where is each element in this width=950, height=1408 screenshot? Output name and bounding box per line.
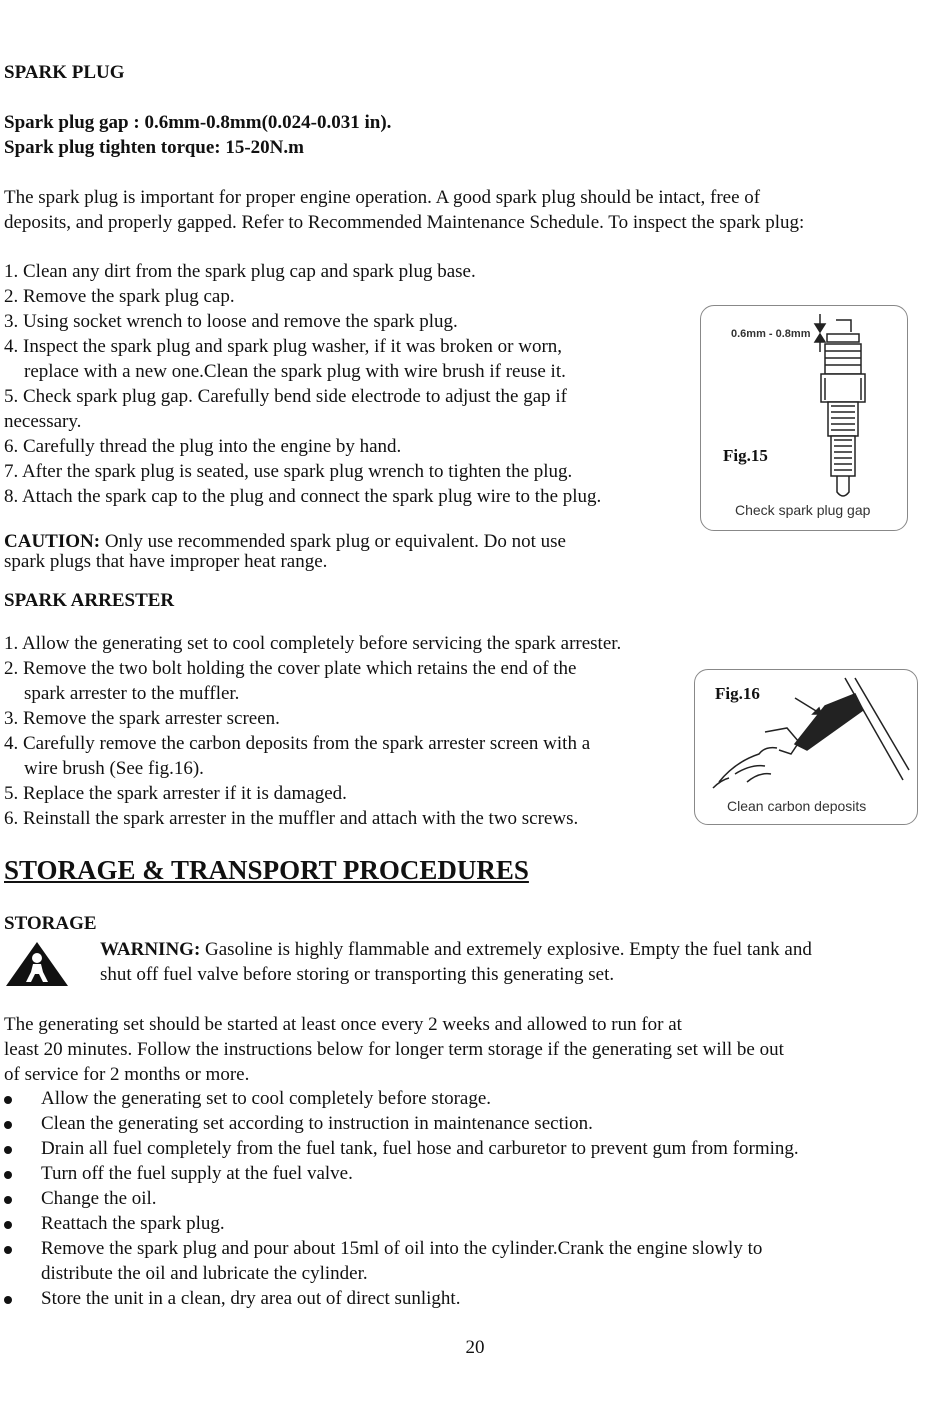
spark-arrester-heading: SPARK ARRESTER: [4, 590, 175, 611]
figure-16-label: Fig.16: [715, 684, 760, 703]
caution-line2: spark plugs that have improper heat range.: [4, 551, 328, 572]
figure-15: [700, 305, 908, 531]
spark-plug-heading: SPARK PLUG: [4, 62, 125, 83]
spark-plug-step: replace with a new one.Clean the spark plug with wire brush if reuse it.: [24, 361, 566, 382]
spark-plug-intro-line1: The spark plug is important for proper engine operation. A good spark plug should be intact, free of: [4, 187, 761, 208]
bullet-icon: [4, 1246, 12, 1254]
spark-arrester-step: 2. Remove the two bolt holding the cover plate which retains the end of the: [4, 658, 577, 679]
storage-bullet: Drain all fuel completely from the fuel tank, fuel hose and carburetor to prevent gum from forming.: [41, 1138, 799, 1159]
storage-bullet: Reattach the spark plug.: [41, 1213, 225, 1234]
warning-text: Gasoline is highly flammable and extremely explosive. Empty the fuel tank and: [200, 939, 812, 960]
bullet-icon: [4, 1146, 12, 1154]
spark-plug-step: 3. Using socket wrench to loose and remove the spark plug.: [4, 311, 458, 332]
bullet-icon: [4, 1171, 12, 1179]
bullet-icon: [4, 1096, 12, 1104]
figure-15-label: Fig.15: [723, 446, 768, 465]
caution-label: CAUTION:: [4, 531, 101, 552]
spark-plug-step: 4. Inspect the spark plug and spark plug washer, if it was broken or worn,: [4, 336, 563, 357]
storage-para-line1: The generating set should be started at least once every 2 weeks and allowed to run for at: [4, 1014, 682, 1035]
warning-label: WARNING:: [100, 939, 201, 960]
figure-16-caption: Clean carbon deposits: [727, 798, 867, 814]
storage-heading: STORAGE: [4, 913, 97, 934]
spark-arrester-step: 6. Reinstall the spark arrester in the muffler and attach with the two screws.: [4, 808, 579, 829]
spark-plug-torque-spec: Spark plug tighten torque: 15-20N.m: [4, 137, 304, 158]
spark-arrester-step: 1. Allow the generating set to cool completely before servicing the spark arrester.: [4, 633, 622, 654]
gap-dimension-label: 0.6mm - 0.8mm: [731, 328, 811, 340]
spark-arrester-step: 3. Remove the spark arrester screen.: [4, 708, 280, 729]
caution-text: Only use recommended spark plug or equivalent. Do not use: [100, 531, 566, 552]
spark-plug-step: 7. After the spark plug is seated, use spark plug wrench to tighten the plug.: [4, 461, 573, 482]
warning-icon: [4, 940, 70, 988]
figure-16: [694, 669, 918, 825]
spark-arrester-step: 5. Replace the spark arrester if it is damaged.: [4, 783, 347, 804]
spark-plug-step: 8. Attach the spark cap to the plug and connect the spark plug wire to the plug.: [4, 486, 602, 507]
storage-transport-heading: STORAGE & TRANSPORT PROCEDURES: [4, 855, 529, 885]
page-number: 20: [465, 1337, 485, 1358]
spark-plug-step: 2. Remove the spark plug cap.: [4, 286, 235, 307]
spark-arrester-step: wire brush (See fig.16).: [24, 758, 204, 779]
bullet-icon: [4, 1196, 12, 1204]
spark-plug-step: 1. Clean any dirt from the spark plug cap and spark plug base.: [4, 261, 476, 282]
spark-plug-gap-spec: Spark plug gap : 0.6mm-0.8mm(0.024-0.031 in).: [4, 112, 392, 133]
storage-bullet-continuation: distribute the oil and lubricate the cylinder.: [41, 1263, 368, 1284]
bullet-icon: [4, 1121, 12, 1129]
spark-plug-step: 6. Carefully thread the plug into the engine by hand.: [4, 436, 402, 457]
bullet-icon: [4, 1221, 12, 1229]
spark-arrester-step: 4. Carefully remove the carbon deposits from the spark arrester screen with a: [4, 733, 591, 754]
bullet-icon: [4, 1296, 12, 1304]
storage-bullet: Clean the generating set according to instruction in maintenance section.: [41, 1113, 593, 1134]
warning-line2: shut off fuel valve before storing or transporting this generating set.: [100, 964, 615, 985]
figure-15-caption: Check spark plug gap: [735, 502, 871, 518]
spark-plug-intro-line2: deposits, and properly gapped. Refer to Recommended Maintenance Schedule. To inspect the spark plug:: [4, 212, 805, 233]
storage-bullet: Remove the spark plug and pour about 15ml of oil into the cylinder.Crank the engine slowly to: [41, 1238, 763, 1259]
storage-para-line2: least 20 minutes. Follow the instructions below for longer term storage if the generating set will be out: [4, 1039, 784, 1060]
storage-para-line3: of service for 2 months or more.: [4, 1064, 250, 1085]
spark-plug-step: necessary.: [4, 411, 82, 432]
storage-bullet: Allow the generating set to cool completely before storage.: [41, 1088, 492, 1109]
storage-bullet: Turn off the fuel supply at the fuel valve.: [41, 1163, 353, 1184]
spark-arrester-step: spark arrester to the muffler.: [24, 683, 240, 704]
warning-note: [100, 937, 812, 962]
spark-plug-illustration: [701, 306, 907, 530]
storage-bullet: Change the oil.: [41, 1188, 157, 1209]
storage-bullet: Store the unit in a clean, dry area out of direct sunlight.: [41, 1288, 461, 1309]
spark-plug-step: 5. Check spark plug gap. Carefully bend side electrode to adjust the gap if: [4, 386, 567, 407]
